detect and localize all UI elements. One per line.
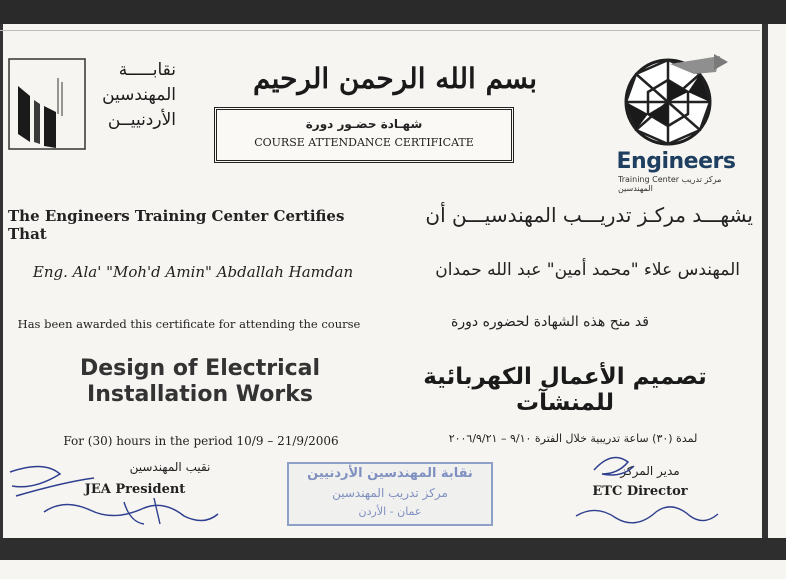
jea-name-line: نقابـــــة — [118, 60, 176, 80]
course-title-line: Installation Works — [87, 382, 313, 407]
stamp-line: عمان - الأردن — [358, 505, 422, 518]
certificate-border-right — [762, 24, 768, 538]
course-title-en — [40, 356, 360, 408]
course-title-line: Design of Electrical — [79, 356, 321, 381]
etc-logo-wordmark: Engineers — [616, 149, 736, 174]
certificate-border-top — [0, 0, 786, 24]
certificate-title-en: COURSE ATTENDANCE CERTIFICATE — [254, 136, 474, 149]
course-period-ar: لمدة (٣٠) ساعة تدريبية خلال الفترة ٩/١٠ – ٢٠٠٦/٩/٢١ — [448, 432, 698, 445]
certificate-border-left — [0, 24, 3, 538]
recipient-name-ar: المهندس علاء "محمد أمين" عبد الله حمدان — [435, 260, 740, 280]
course-title-ar: تصميم الأعمال الكهربائية للمنشآت — [423, 364, 707, 416]
certifies-statement-en: The Engineers Training Center Certifies That — [8, 207, 345, 243]
etc-director-title-en: ETC Director — [592, 484, 688, 499]
certificate-title-box — [214, 107, 514, 163]
certifies-statement-ar: يشهـــد مركـز تدريـــب المهندسيـــن أن — [425, 203, 753, 227]
etc-director-title-ar: مدير المركز — [620, 464, 680, 478]
inner-border-rule — [0, 30, 760, 31]
certificate-title-ar: شهـادة حضـور دورة — [305, 117, 423, 131]
jea-signature-icon — [4, 452, 224, 534]
jea-name-ar — [98, 58, 176, 133]
awarded-statement-en: Has been awarded this certificate for attending the course — [17, 317, 361, 331]
etc-globe-logo-icon — [610, 52, 750, 162]
jea-name-line: الأردنييــن — [107, 110, 176, 130]
basmala: بسم الله الرحمن الرحيم — [253, 62, 537, 95]
recipient-name-en: Eng. Ala' "Moh'd Amin" Abdallah Hamdan — [32, 263, 354, 281]
awarded-statement-ar: قد منح هذه الشهادة لحضوره دورة — [451, 314, 649, 330]
etc-subtitle-en: Training Center — [618, 175, 680, 184]
jea-president-title-ar: نقيب المهندسين — [129, 460, 211, 474]
certificate-border-bottom — [0, 538, 786, 560]
stamp-line: مركز تدريب المهندسين — [332, 486, 448, 500]
jea-logo-icon — [8, 58, 86, 150]
jea-name-line: المهندسين — [102, 85, 176, 105]
etc-director-signature-icon — [572, 444, 722, 534]
jea-president-title-en: JEA President — [84, 482, 186, 497]
etc-logo-subtitle — [618, 175, 758, 193]
course-period-en: For (30) hours in the period 10/9 – 21/9/2006 — [63, 434, 339, 448]
stamp-line: نقابة المهندسين الأردنيين — [307, 466, 473, 481]
etc-subtitle-ar: مركز تدريب المهندسين — [618, 175, 722, 193]
